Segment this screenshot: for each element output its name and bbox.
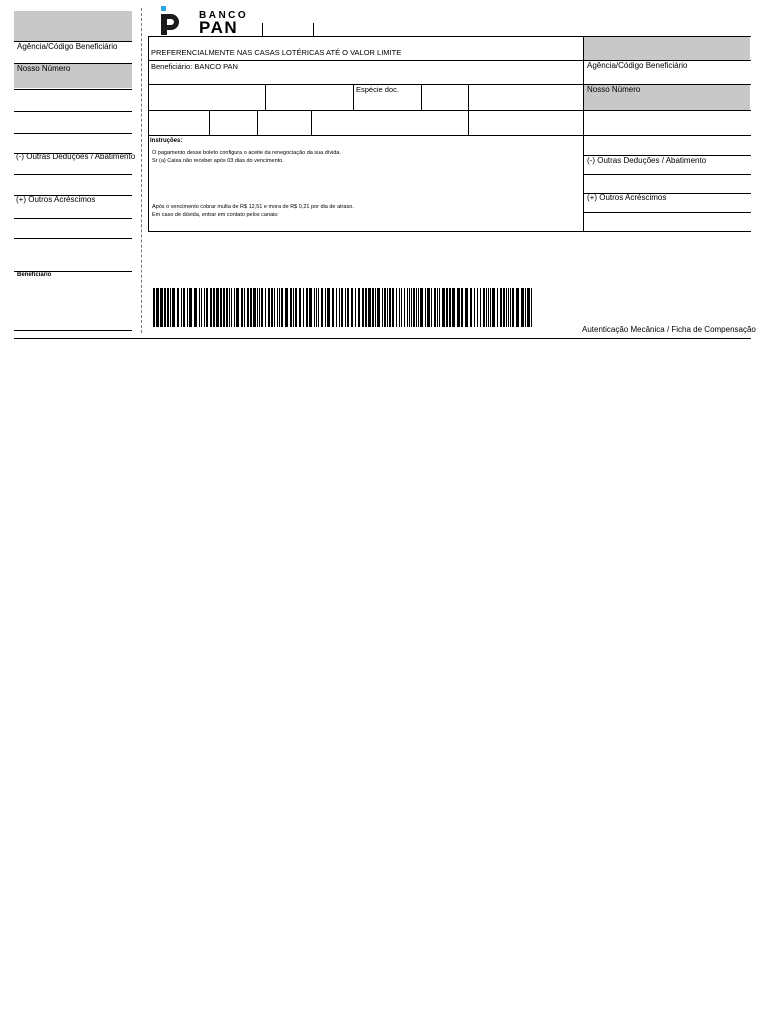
barcode-bar xyxy=(392,288,394,327)
barcode-bar xyxy=(521,288,524,327)
barcode-bar xyxy=(229,288,230,327)
barcode-bar xyxy=(497,288,498,327)
barcode-bar xyxy=(503,288,505,327)
right-deducoes-label: (-) Outras Deduções / Abatimento xyxy=(587,156,707,165)
barcode-bar xyxy=(375,288,376,327)
barcode-bar xyxy=(480,288,481,327)
barcode xyxy=(153,288,537,327)
barcode-bar xyxy=(257,288,258,327)
barcode-bar xyxy=(389,288,391,327)
barcode-bar xyxy=(259,288,260,327)
instrucao-line: Após o vencimento cobrar multa de R$ 12,51 e mora de R$ 0,21 por dia de atraso. xyxy=(152,204,354,210)
barcode-bar xyxy=(199,288,200,327)
barcode-bar xyxy=(189,288,192,327)
barcode-bar xyxy=(204,288,205,327)
barcode-bar xyxy=(303,288,304,327)
barcode-bar xyxy=(437,288,438,327)
barcode-bar xyxy=(465,288,468,327)
barcode-bar xyxy=(220,288,222,327)
barcode-bar xyxy=(327,288,330,327)
barcode-bar xyxy=(470,288,472,327)
barcode-bar xyxy=(281,288,283,327)
barcode-bar xyxy=(231,288,232,327)
barcode-bar xyxy=(483,288,485,327)
barcode-bar xyxy=(413,288,415,327)
barcode-bar xyxy=(244,288,245,327)
barcode-bar xyxy=(416,288,417,327)
barcode-bar xyxy=(527,288,530,327)
barcode-bar xyxy=(181,288,182,327)
header-separator xyxy=(262,23,263,36)
barcode-bar xyxy=(427,288,430,327)
barcode-bar xyxy=(167,288,169,327)
barcode-bar xyxy=(177,288,179,327)
barcode-bar xyxy=(358,288,360,327)
beneficiario-value: Beneficiário: BANCO PAN xyxy=(151,62,238,71)
barcode-bar xyxy=(490,288,491,327)
main-left-border xyxy=(148,36,149,231)
barcode-bar xyxy=(293,288,294,327)
barcode-bar xyxy=(295,288,297,327)
pan-logo-icon xyxy=(159,6,183,36)
barcode-bar xyxy=(236,288,239,327)
barcode-bar xyxy=(234,288,235,327)
barcode-bar xyxy=(449,288,451,327)
main-line xyxy=(148,135,751,136)
bank-name-top: BANCO xyxy=(199,10,249,21)
instrucao-line: O pagamento desse boleto configura o aceite da renegociação da sua dívida. xyxy=(152,150,341,156)
cell-divider xyxy=(311,110,312,135)
barcode-bar xyxy=(306,288,308,327)
stub-acrescimos-label: (+) Outros Acréscimos xyxy=(16,195,96,204)
barcode-bar xyxy=(339,288,340,327)
barcode-bar xyxy=(508,288,509,327)
bank-name-bottom: PAN xyxy=(199,18,239,37)
barcode-bar xyxy=(506,288,507,327)
right-line xyxy=(584,174,751,175)
stub-divider xyxy=(14,111,132,112)
stub-deducoes-label: (-) Outras Deduções / Abatimento xyxy=(16,152,136,161)
barcode-bar xyxy=(401,288,402,327)
stub-divider xyxy=(14,330,132,331)
barcode-bar xyxy=(194,288,197,327)
barcode-bar xyxy=(420,288,423,327)
cell-divider xyxy=(353,84,354,110)
barcode-bar xyxy=(170,288,171,327)
barcode-bar xyxy=(431,288,432,327)
barcode-bar xyxy=(285,288,288,327)
barcode-bar xyxy=(250,288,252,327)
barcode-bar xyxy=(486,288,487,327)
barcode-bar xyxy=(206,288,208,327)
barcode-bar xyxy=(226,288,228,327)
barcode-bar xyxy=(183,288,185,327)
barcode-bar xyxy=(341,288,343,327)
autenticacao-label: Autenticação Mecânica / Ficha de Compensação xyxy=(582,325,756,334)
barcode-bar xyxy=(316,288,317,327)
barcode-bar xyxy=(516,288,519,327)
barcode-bar xyxy=(314,288,315,327)
barcode-bar xyxy=(474,288,475,327)
cut-line xyxy=(141,8,142,333)
barcode-bar xyxy=(434,288,436,327)
instrucao-line: Em caso de dúvida, entrar em contato pelos canais: xyxy=(152,212,279,218)
barcode-bar xyxy=(172,288,175,327)
barcode-bar xyxy=(274,288,275,327)
barcode-bar xyxy=(365,288,367,327)
barcode-bar xyxy=(318,288,319,327)
barcode-bar xyxy=(510,288,511,327)
especie-doc-label: Espécie doc. xyxy=(356,85,399,94)
stub-nosso-numero-label: Nosso Número xyxy=(17,64,71,73)
barcode-bar xyxy=(247,288,249,327)
right-line xyxy=(584,212,751,213)
barcode-bar xyxy=(404,288,405,327)
barcode-bar xyxy=(525,288,526,327)
barcode-bar xyxy=(512,288,514,327)
main-line xyxy=(148,231,751,232)
cell-divider xyxy=(265,84,266,110)
barcode-bar xyxy=(399,288,400,327)
barcode-bar xyxy=(265,288,266,327)
barcode-bar xyxy=(309,288,312,327)
barcode-bar xyxy=(253,288,256,327)
barcode-bar xyxy=(411,288,412,327)
barcode-bar xyxy=(351,288,353,327)
barcode-bar xyxy=(477,288,478,327)
barcode-bar xyxy=(384,288,386,327)
barcode-bar xyxy=(271,288,273,327)
barcode-bar xyxy=(213,288,215,327)
stub-divider xyxy=(14,89,132,90)
instrucoes-label: Instruções: xyxy=(150,138,183,144)
barcode-bar xyxy=(531,288,532,327)
barcode-bar xyxy=(336,288,337,327)
barcode-bar xyxy=(396,288,397,327)
barcode-bar xyxy=(362,288,364,327)
barcode-bar xyxy=(425,288,426,327)
stub-divider xyxy=(14,174,132,175)
barcode-bar xyxy=(332,288,334,327)
barcode-bar xyxy=(156,288,159,327)
cell-divider xyxy=(257,110,258,135)
barcode-bar xyxy=(442,288,445,327)
barcode-bar xyxy=(452,288,455,327)
barcode-bar xyxy=(500,288,502,327)
barcode-bar xyxy=(418,288,419,327)
right-top-grey-box xyxy=(584,37,750,60)
barcode-bar xyxy=(160,288,163,327)
barcode-bar xyxy=(241,288,243,327)
barcode-bar xyxy=(382,288,383,327)
stub-beneficiario-label: Beneficiário xyxy=(17,272,52,278)
stub-divider xyxy=(14,238,132,239)
barcode-bar xyxy=(187,288,188,327)
local-pagamento: PREFERENCIALMENTE NAS CASAS LOTÉRICAS ATÉ O VALOR LIMITE xyxy=(151,48,402,57)
barcode-bar xyxy=(223,288,225,327)
barcode-bar xyxy=(345,288,346,327)
header-separator xyxy=(313,23,314,36)
main-right-divider xyxy=(583,36,584,231)
main-line xyxy=(148,110,751,111)
barcode-bar xyxy=(290,288,292,327)
stub-divider xyxy=(14,218,132,219)
cell-divider xyxy=(421,84,422,110)
barcode-bar xyxy=(457,288,460,327)
barcode-bar xyxy=(261,288,263,327)
stub-top-grey-box xyxy=(14,11,132,41)
barcode-bar xyxy=(299,288,301,327)
barcode-bar xyxy=(387,288,388,327)
stub-agencia-label: Agência/Código Beneficiário xyxy=(17,42,118,51)
barcode-bar xyxy=(368,288,371,327)
barcode-bar xyxy=(268,288,270,327)
barcode-bar xyxy=(321,288,323,327)
instrucao-line: Sr (a) Caixa não receber após 03 dias do vencimento. xyxy=(152,158,284,164)
bottom-line xyxy=(14,338,751,339)
barcode-bar xyxy=(355,288,356,327)
barcode-bar xyxy=(446,288,448,327)
barcode-bar xyxy=(492,288,495,327)
cell-divider xyxy=(209,110,210,135)
banco-pan-logo xyxy=(159,6,263,36)
barcode-bar xyxy=(409,288,410,327)
cell-divider xyxy=(468,84,469,135)
right-acrescimos-label: (+) Outros Acréscimos xyxy=(587,193,667,202)
barcode-bar xyxy=(377,288,380,327)
right-agencia-label: Agência/Código Beneficiário xyxy=(587,61,688,70)
barcode-bar xyxy=(210,288,212,327)
barcode-bar xyxy=(407,288,408,327)
barcode-bar xyxy=(216,288,219,327)
barcode-bar xyxy=(325,288,326,327)
barcode-bar xyxy=(279,288,280,327)
barcode-bar xyxy=(372,288,374,327)
barcode-bar xyxy=(201,288,202,327)
barcode-bar xyxy=(164,288,166,327)
barcode-bar xyxy=(277,288,278,327)
barcode-bar xyxy=(439,288,440,327)
stub-divider xyxy=(14,133,132,134)
right-nosso-numero-label: Nosso Número xyxy=(587,85,641,94)
barcode-bar xyxy=(488,288,489,327)
barcode-bar xyxy=(153,288,155,327)
barcode-bar xyxy=(347,288,349,327)
barcode-bar xyxy=(461,288,463,327)
